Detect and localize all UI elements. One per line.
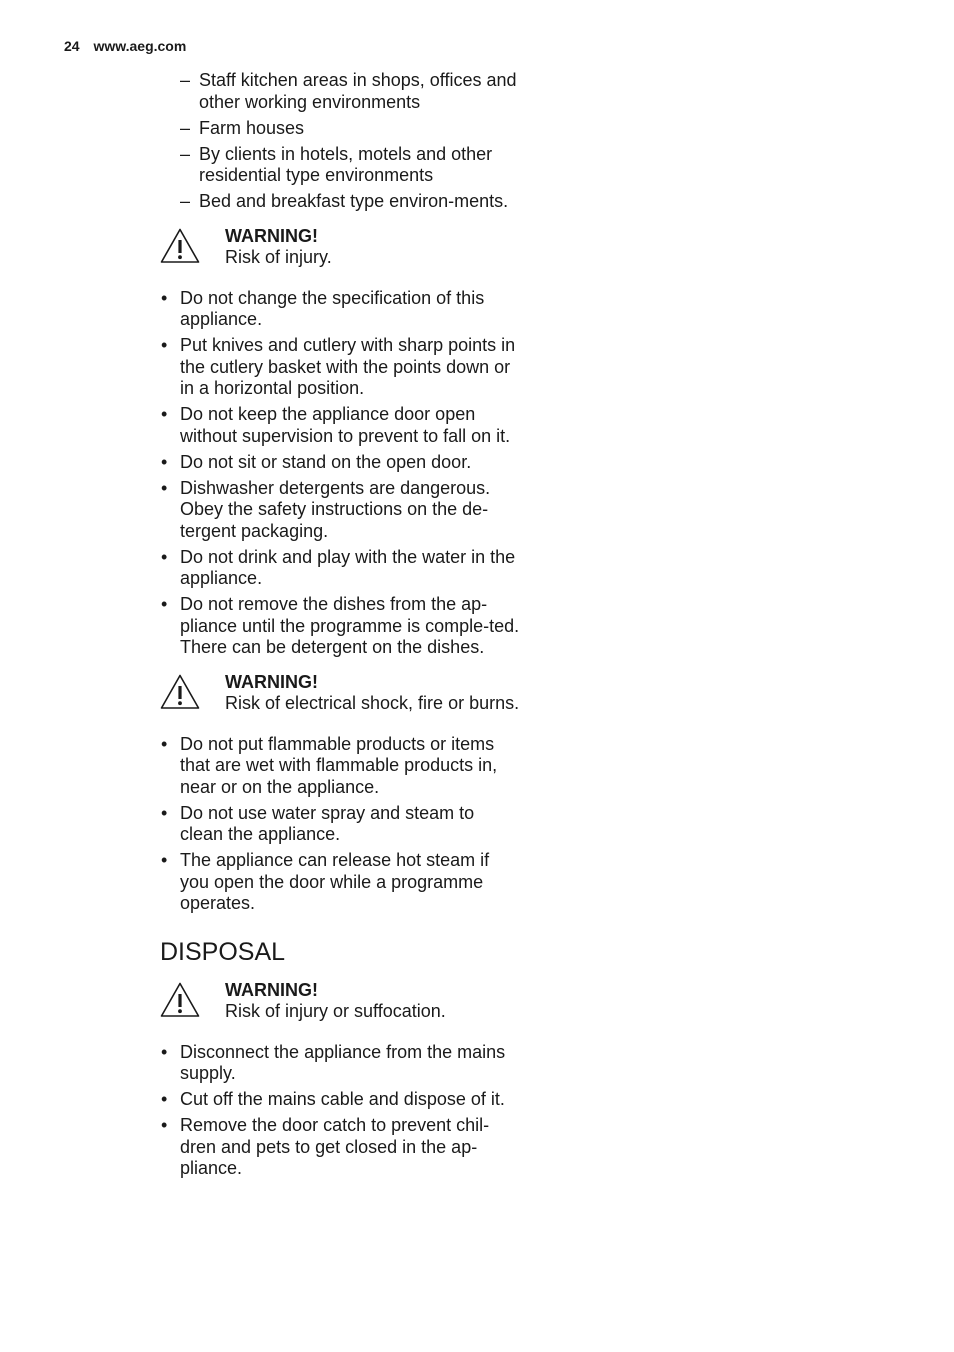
warning-triangle-icon (160, 228, 200, 264)
list-item: • The appliance can release hot steam if you open the door while a programme operates. (160, 850, 520, 915)
list-item: • Dishwasher detergents are dangerous. Obey the safety instructions on the de-tergent packaging. (160, 478, 520, 543)
safety-instructions-list (160, 288, 520, 659)
fire-safety-list (160, 734, 520, 915)
list-item: • Put knives and cutlery with sharp points in the cutlery basket with the points down or in a horizontal position. (160, 335, 520, 400)
warning-text: Risk of electrical shock, fire or burns. (225, 693, 520, 713)
warning-text: Risk of injury. (225, 247, 332, 267)
list-item: – Staff kitchen areas in shops, offices and other working environments (180, 70, 520, 113)
warning-title: WARNING! (225, 979, 318, 1000)
warning-triangle-icon (160, 982, 200, 1018)
warning-injury (160, 226, 520, 269)
section-title-disposal: DISPOSAL (160, 937, 286, 966)
warning-title: WARNING! (225, 225, 318, 246)
disposal-list (160, 1042, 520, 1180)
usage-locations-list (160, 70, 520, 213)
list-item: • Do not drink and play with the water in the appliance. (160, 547, 520, 590)
warning-triangle-icon (160, 674, 200, 710)
list-item: – Farm houses (180, 118, 520, 140)
list-item: • Remove the door catch to prevent chil-dren and pets to get closed in the ap-pliance. (160, 1115, 520, 1180)
list-item: – Bed and breakfast type environ-ments. (180, 191, 520, 213)
list-item: • Cut off the mains cable and dispose of it. (160, 1089, 520, 1111)
list-item: • Do not put flammable products or items that are wet with flammable products in, near or on the appliance. (160, 734, 520, 799)
warning-text: Risk of injury or suffocation. (225, 1001, 446, 1021)
list-item: • Do not use water spray and steam to clean the appliance. (160, 803, 520, 846)
list-item: – By clients in hotels, motels and other residential type environments (180, 144, 520, 187)
website-link[interactable]: www.aeg.com (93, 38, 187, 54)
page-header (64, 38, 186, 54)
list-item: • Do not remove the dishes from the ap-pliance until the programme is comple-ted. There can be detergent on the dishes. (160, 594, 520, 659)
list-item: • Do not change the specification of this appliance. (160, 288, 520, 331)
main-content (160, 70, 520, 1184)
list-item: • Do not keep the appliance door open without supervision to prevent to fall on it. (160, 404, 520, 447)
warning-electrical (160, 672, 520, 715)
warning-disposal (160, 980, 520, 1023)
warning-title: WARNING! (225, 671, 318, 692)
list-item: • Do not sit or stand on the open door. (160, 452, 520, 474)
list-item: • Disconnect the appliance from the mains supply. (160, 1042, 520, 1085)
page-number: 24 (64, 38, 80, 54)
